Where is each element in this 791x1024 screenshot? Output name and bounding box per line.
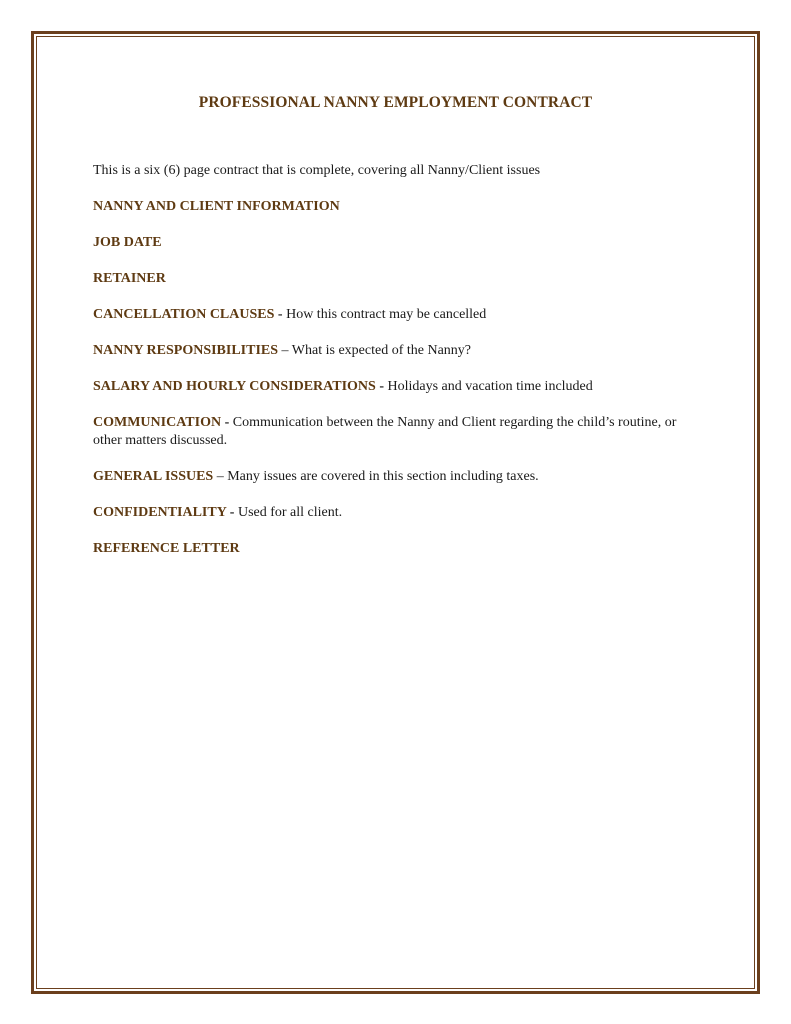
section-description: How this contract may be cancelled	[286, 307, 487, 322]
section-item	[93, 504, 703, 522]
section-heading: NANNY RESPONSIBILITIES	[93, 343, 279, 358]
section-description: Holidays and vacation time included	[387, 379, 593, 394]
section-heading: GENERAL ISSUES	[93, 469, 214, 484]
document-title: PROFESSIONAL NANNY EMPLOYMENT CONTRACT	[198, 94, 593, 111]
section-item	[93, 342, 703, 360]
section-item	[93, 414, 703, 450]
section-heading: JOB DATE	[93, 235, 162, 250]
section-heading: NANNY AND CLIENT INFORMATION	[93, 199, 340, 214]
document-body	[93, 162, 703, 576]
section-heading: SALARY AND HOURLY CONSIDERATIONS	[93, 379, 376, 394]
section-heading: RETAINER	[93, 271, 166, 286]
intro-text: This is a six (6) page contract that is complete, covering all Nanny/Client issues	[93, 163, 541, 178]
section-item	[93, 306, 703, 324]
section-description: Many issues are covered in this section including taxes.	[227, 469, 539, 484]
section-item	[93, 540, 703, 558]
section-description: What is expected of the Nanny?	[291, 343, 472, 358]
section-separator: –	[213, 469, 228, 484]
section-heading: REFERENCE LETTER	[93, 541, 240, 556]
section-description: Used for all client.	[237, 505, 343, 520]
section-separator: -	[226, 505, 238, 520]
section-separator: –	[278, 343, 292, 358]
section-item	[93, 198, 703, 216]
section-separator: -	[274, 307, 287, 322]
section-heading: CONFIDENTIALITY	[93, 505, 227, 520]
section-item	[93, 378, 703, 396]
section-heading: COMMUNICATION	[93, 415, 222, 430]
section-heading: CANCELLATION CLAUSES	[93, 307, 275, 322]
section-item	[93, 270, 703, 288]
section-separator: -	[221, 415, 233, 430]
section-item	[93, 234, 703, 252]
section-separator: -	[375, 379, 388, 394]
section-description: Communication between the Nanny and Client regarding the child’s routine, or other matters discussed.	[93, 415, 677, 448]
section-item	[93, 468, 703, 486]
